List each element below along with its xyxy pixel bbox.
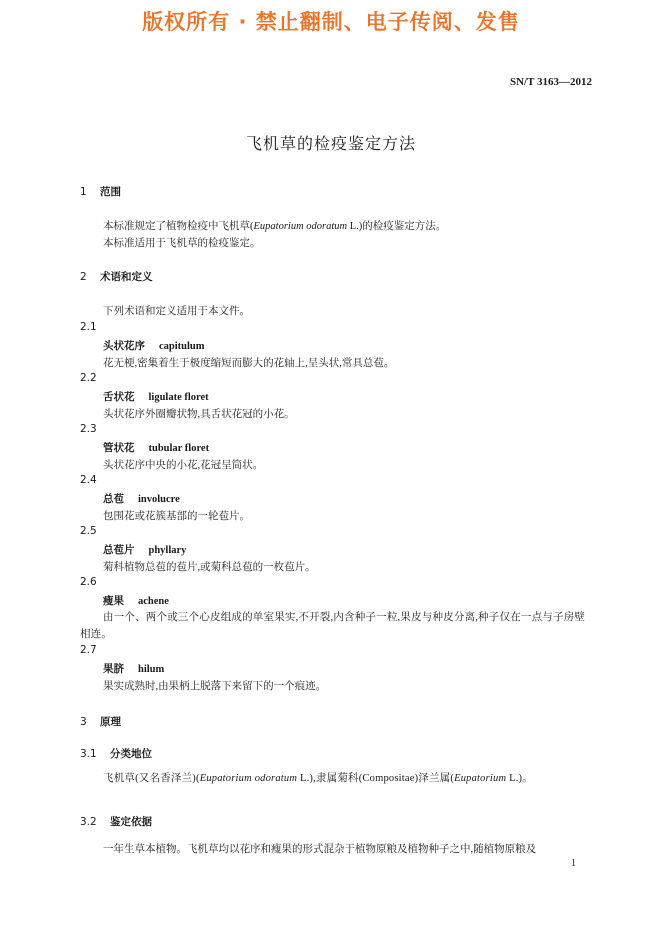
classification-paragraph: 飞机草(又名香泽兰)(Eupatorium odoratum L.),隶属菊科(Compositae)泽兰属(Eupatorium L.)。 xyxy=(103,773,533,784)
term-heading: 头状花序 capitulum xyxy=(103,340,205,352)
terms-intro: 下列术语和定义适用于本文件。 xyxy=(103,306,250,317)
term-number: 2.1 xyxy=(80,321,97,333)
term-definition: 菊科植物总苞的苞片,或菊科总苞的一枚苞片。 xyxy=(103,562,316,573)
term-number: 2.6 xyxy=(80,576,97,588)
term-number: 2.3 xyxy=(80,423,97,435)
copyright-watermark: 版权所有 · 禁止翻制、电子传阅、发售 xyxy=(142,10,520,34)
term-definition: 包围花或花簇基部的一轮苞片。 xyxy=(103,511,250,522)
page-number: 1 xyxy=(571,858,576,869)
section-2-heading: 2 术语和定义 xyxy=(80,271,153,283)
term-heading: 总苞片 phyllary xyxy=(103,544,187,556)
term-definition: 头状花序中央的小花,花冠呈筒状。 xyxy=(103,460,264,471)
term-heading: 舌状花 ligulate floret xyxy=(103,391,209,403)
term-number: 2.7 xyxy=(80,644,97,656)
term-number: 2.5 xyxy=(80,525,97,537)
term-heading: 管状花 tubular floret xyxy=(103,442,210,454)
term-definition: 果实成熟时,由果柄上脱落下来留下的一个痕迹。 xyxy=(103,681,327,692)
term-heading: 瘦果 achene xyxy=(103,595,169,607)
subsection-3-2-heading: 3.2 鉴定依据 xyxy=(80,816,152,828)
term-definition: 头状花序外圈瓣状物,具舌状花冠的小花。 xyxy=(103,409,295,420)
standard-code: SN/T 3163—2012 xyxy=(509,76,592,88)
term-number: 2.4 xyxy=(80,474,97,486)
scope-paragraph-2: 本标准适用于飞机草的检疫鉴定。 xyxy=(103,238,261,249)
section-3-heading: 3 原理 xyxy=(80,716,121,728)
document-title: 飞机草的检疫鉴定方法 xyxy=(245,136,416,153)
term-definition: 花无梗,密集着生于极度缩短而膨大的花轴上,呈头状,常具总苞。 xyxy=(103,358,395,369)
term-number: 2.2 xyxy=(80,372,97,384)
term-heading: 果脐 hilum xyxy=(103,663,165,675)
scope-paragraph-1: 本标准规定了植物检疫中飞机草(Eupatorium odoratum L.)的检疫鉴定方法。 xyxy=(103,221,447,232)
term-heading: 总苞 involucre xyxy=(103,493,180,505)
section-1-heading: 1 范围 xyxy=(80,186,121,198)
subsection-3-1-heading: 3.1 分类地位 xyxy=(80,748,152,760)
identification-basis-paragraph: 一年生草本植物。飞机草均以花序和瘦果的形式混杂于植物原粮及植物种子之中,随植物原粮及 xyxy=(103,844,537,855)
term-definition: 由一个、两个或三个心皮组成的单室果实,不开裂,内含种子一粒,果皮与种皮分离,种子仅在一点与子房壁相连。 xyxy=(80,612,586,640)
